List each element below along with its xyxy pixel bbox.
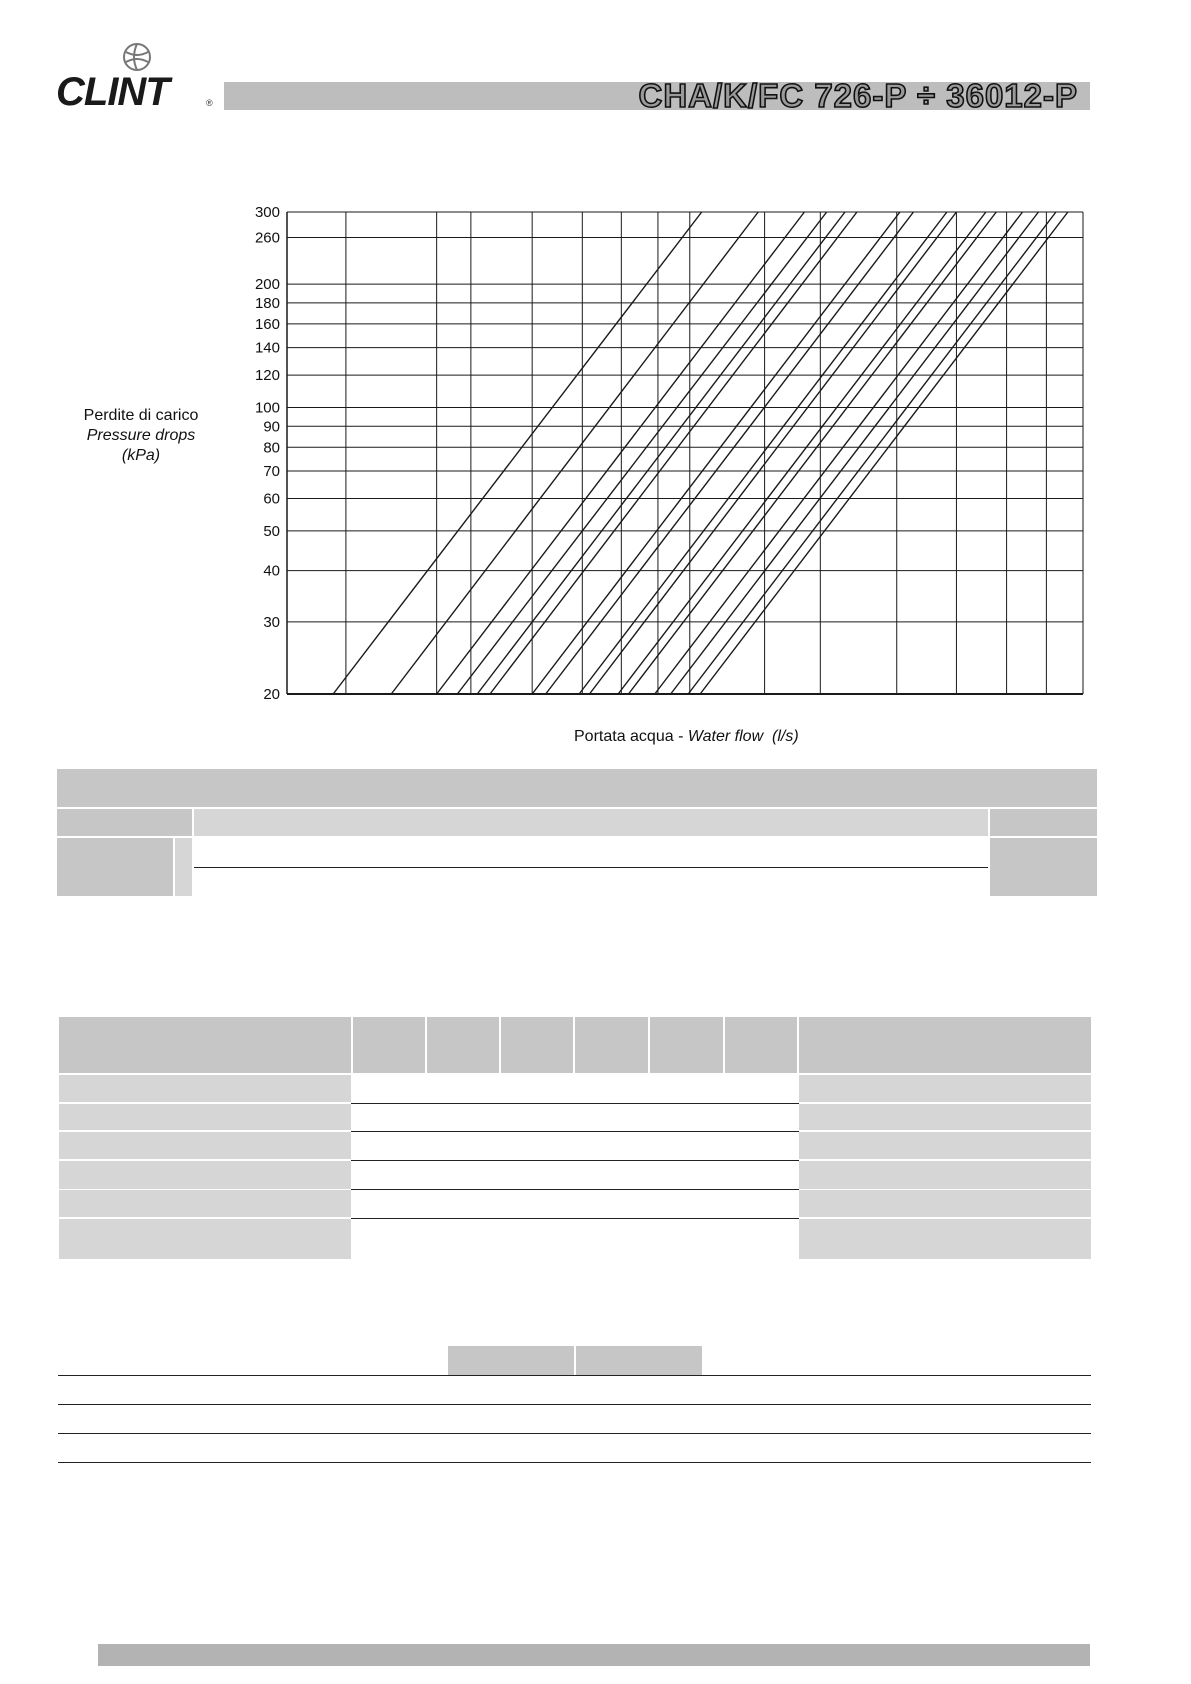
table-1-title-bar <box>57 769 1097 807</box>
table-2-row-unit <box>799 1219 1091 1259</box>
table-1-row-end <box>990 838 1097 896</box>
table-2-divider <box>351 1218 799 1219</box>
model-title: CHA/K/FC 726-P ÷ 36012-P <box>638 77 1078 114</box>
x-axis-unit: (l/s) <box>772 728 799 745</box>
x-axis-label <box>574 728 799 746</box>
table-2-divider <box>351 1160 799 1161</box>
table-1-header-cell <box>57 809 192 836</box>
y-tick-label: 80 <box>263 439 280 457</box>
table-1-header-cell <box>990 809 1097 836</box>
table-2-row-unit <box>799 1104 1091 1130</box>
table-2-divider <box>351 1189 799 1190</box>
y-tick-label: 30 <box>263 613 280 631</box>
y-axis-label <box>66 406 216 466</box>
table-3-header-col <box>448 1346 574 1375</box>
y-tick-label: 90 <box>263 418 280 436</box>
table-3-divider <box>58 1462 1091 1463</box>
table-2-row-label <box>59 1132 351 1159</box>
table-2-header-label <box>59 1017 351 1073</box>
y-tick-label: 140 <box>254 339 280 357</box>
registered-mark: ® <box>206 98 213 108</box>
y-tick-label: 120 <box>254 367 280 385</box>
pressure-drop-chart <box>240 200 1100 710</box>
table-3-header-col <box>576 1346 702 1375</box>
y-tick-label: 60 <box>263 490 280 508</box>
y-tick-label: 40 <box>263 562 280 580</box>
table-2-row-label <box>59 1075 351 1102</box>
table-2-row-unit <box>799 1190 1091 1217</box>
clint-logo <box>56 42 216 114</box>
table-2-row-unit <box>799 1132 1091 1159</box>
y-tick-label: 180 <box>254 294 280 312</box>
table-2-header-col <box>427 1017 499 1073</box>
y-tick-label: 200 <box>254 276 280 294</box>
y-axis-label-it: Perdite di carico <box>83 407 199 424</box>
table-2-divider <box>351 1131 799 1132</box>
table-2-row-label <box>59 1104 351 1130</box>
table-1-header-cell <box>194 809 988 836</box>
x-axis-label-en: Water flow <box>687 728 764 745</box>
footer-bar <box>98 1644 1090 1666</box>
y-tick-label: 50 <box>263 522 280 540</box>
table-2-row-label <box>59 1219 351 1259</box>
table-3-divider <box>58 1404 1091 1405</box>
table-2-row-label <box>59 1161 351 1189</box>
table-2-row-unit <box>799 1075 1091 1102</box>
table-1-row-sublabel <box>175 838 192 896</box>
table-2-header-col <box>575 1017 648 1073</box>
table-2-header-col <box>725 1017 797 1073</box>
header-bar <box>224 77 1090 114</box>
table-2-row-label <box>59 1190 351 1217</box>
y-tick-label: 160 <box>254 315 280 333</box>
y-axis-unit: (kPa) <box>121 447 161 464</box>
y-axis-label-en: Pressure drops <box>86 427 196 444</box>
ball-icon <box>122 42 152 72</box>
table-2-row-unit <box>799 1161 1091 1189</box>
y-tick-label: 20 <box>263 686 280 703</box>
brand-name: CLINT <box>56 70 169 114</box>
table-2-header-col <box>650 1017 723 1073</box>
x-axis-label-it: Portata acqua - <box>574 728 688 745</box>
y-tick-label: 260 <box>254 229 280 247</box>
table-1-divider <box>194 867 988 868</box>
y-tick-label: 300 <box>254 204 280 221</box>
table-2-header-unit <box>799 1017 1091 1073</box>
y-tick-label: 70 <box>263 463 280 481</box>
table-1-row-label <box>57 838 173 896</box>
y-tick-label: 100 <box>254 399 280 417</box>
table-2-header-col <box>501 1017 573 1073</box>
table-3-divider <box>58 1375 1091 1376</box>
table-2-header-col <box>353 1017 425 1073</box>
table-2-divider <box>351 1103 799 1104</box>
table-3-divider <box>58 1433 1091 1434</box>
